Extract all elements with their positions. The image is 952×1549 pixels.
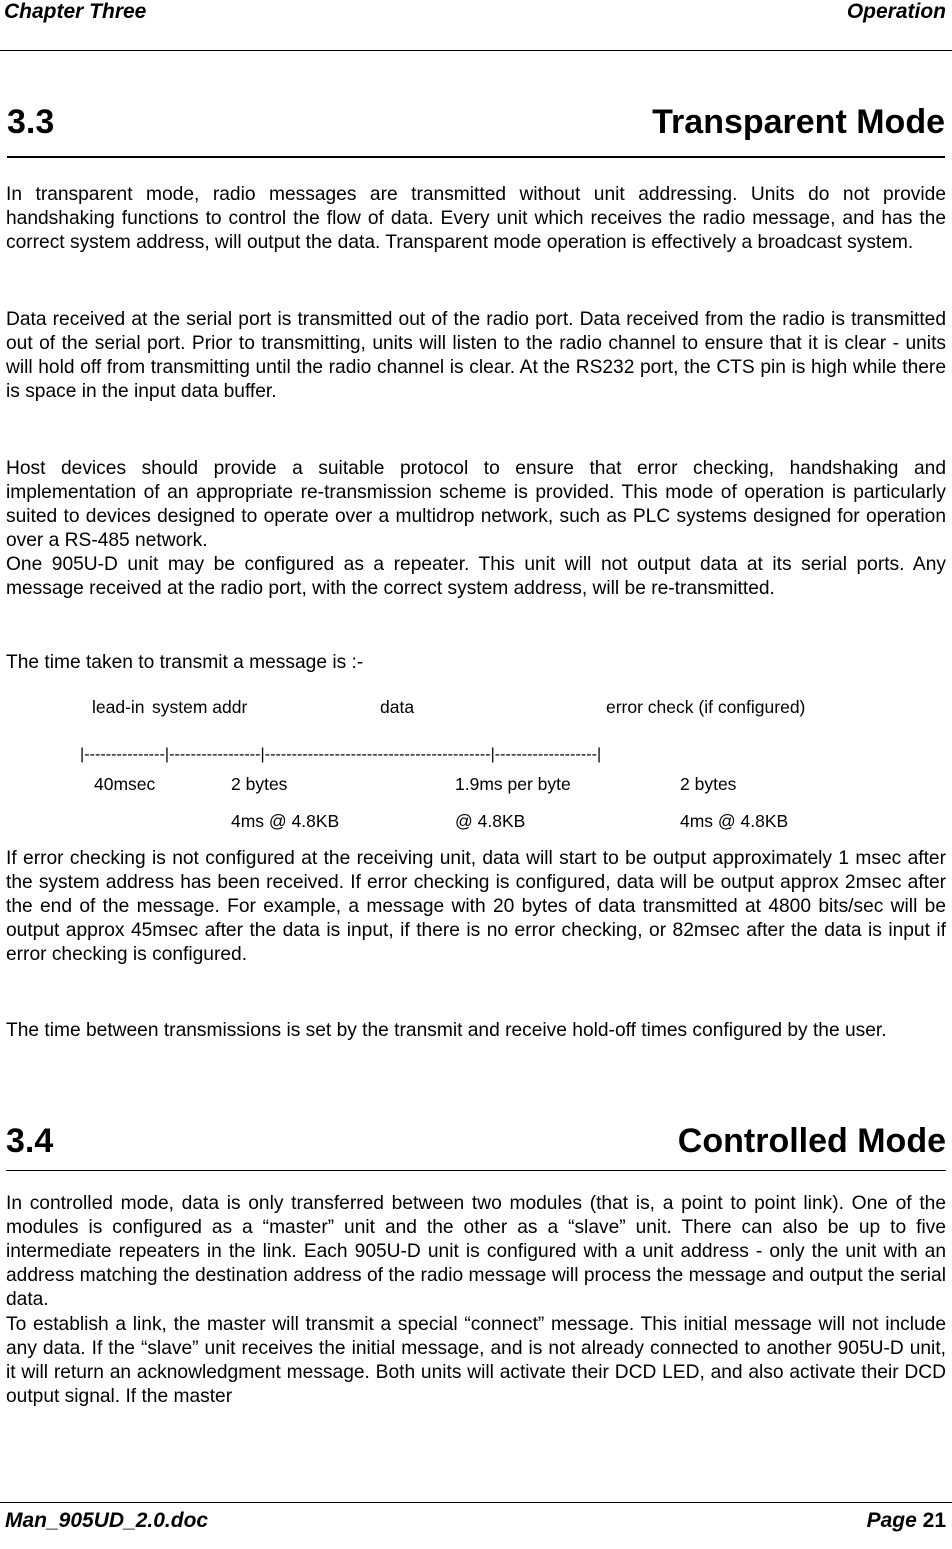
chapter-title: Chapter Three [4, 0, 147, 23]
section-3-3-heading [7, 103, 945, 158]
paragraph: One 905U-D unit may be configured as a repeater. This unit will not output data at its serial ports. Any message received at the radio port, with the correct system address, will be re-transmitted. [6, 554, 946, 599]
page-header [0, 0, 952, 51]
timing-value: @ 4.8KB [455, 811, 526, 831]
timing-value: 2 bytes [231, 774, 288, 794]
section-title: Transparent Mode [652, 103, 945, 141]
timing-label-sysaddr: system addr [152, 697, 248, 717]
timing-value: 1.9ms per byte [455, 774, 571, 794]
timing-label-data: data [380, 697, 415, 717]
section-3-4-heading [6, 1122, 946, 1171]
paragraph: Data received at the serial port is transmitted out of the radio port. Data received from the radio is transmitted out of the serial port. Prior to transmitting, units will listen to the radio channel to ensure that it is clear - units will hold off from transmitting until the radio channel is clear. At the RS232 port, the CTS pin is high while there is space in the input data buffer. [6, 309, 946, 402]
document-name: Man_905UD_2.0.doc [5, 1509, 209, 1532]
timing-value: 4ms @ 4.8KB [231, 811, 340, 831]
paragraph: The time taken to transmit a message is :- [6, 652, 364, 673]
page-label: Page [866, 1509, 917, 1532]
page-number-block [867, 1509, 946, 1533]
section-number: 3.3 [7, 103, 55, 141]
paragraph: In controlled mode, data is only transferred between two modules (that is, a point to point link). One of the modules is configured as a “master” unit and the other as a “slave” unit. There can also be up to five intermediate repeaters in the link. Each 905U-D unit is configured with a unit address - only the unit with an address matching the destination address of the radio message will process the message and output the serial data. [6, 1193, 946, 1310]
section-number: 3.4 [6, 1122, 54, 1160]
paragraph: Host devices should provide a suitable protocol to ensure that error checking, handshaking and implementation of an appropriate re-transmission scheme is provided. This mode of operation is particularly suited to devices designed to operate over a multidrop network, such as PLC systems designed for operation over a RS-485 network. [6, 458, 946, 551]
timing-label-errorcheck: error check (if configured) [606, 697, 806, 717]
timing-value: 2 bytes [680, 774, 737, 794]
section-title: Controlled Mode [677, 1122, 946, 1160]
paragraph: If error checking is not configured at the receiving unit, data will start to be output approximately 1 msec after the system address has been received. If error checking is configured, data will be output approx 2msec after the end of the message. For example, a message with 20 bytes of data transmitted at 4800 bits/sec will be output approx 45msec after the data is input, if there is no error checking, or 82msec after the data is input if error checking is configured. [6, 848, 946, 965]
paragraph: In transparent mode, radio messages are transmitted without unit addressing. Units do not provide handshaking functions to control the flow of data. Every unit which receives the radio message, and has the correct system address, will output the data. Transparent mode operation is effectively a broadcast system. [6, 184, 946, 253]
timing-divider: |---------------|-----------------|------------------------------------------|-------------------| [80, 746, 602, 763]
page-number: 21 [922, 1509, 946, 1532]
paragraph: To establish a link, the master will transmit a special “connect” message. This initial message will not include any data. If the “slave” unit receives the initial message, and is not already connected to another 905U-D unit, it will return an acknowledgment message. Both units will activate their DCD LED, and also activate their DCD output signal. If the master [6, 1314, 946, 1407]
timing-value: 4ms @ 4.8KB [680, 811, 789, 831]
paragraph: The time between transmissions is set by the transmit and receive hold-off times configured by the user. [6, 1020, 887, 1041]
header-section: Operation [846, 0, 946, 23]
timing-value: 40msec [94, 774, 156, 794]
timing-label-leadin: lead-in [92, 697, 145, 717]
page-footer [0, 1502, 952, 1549]
